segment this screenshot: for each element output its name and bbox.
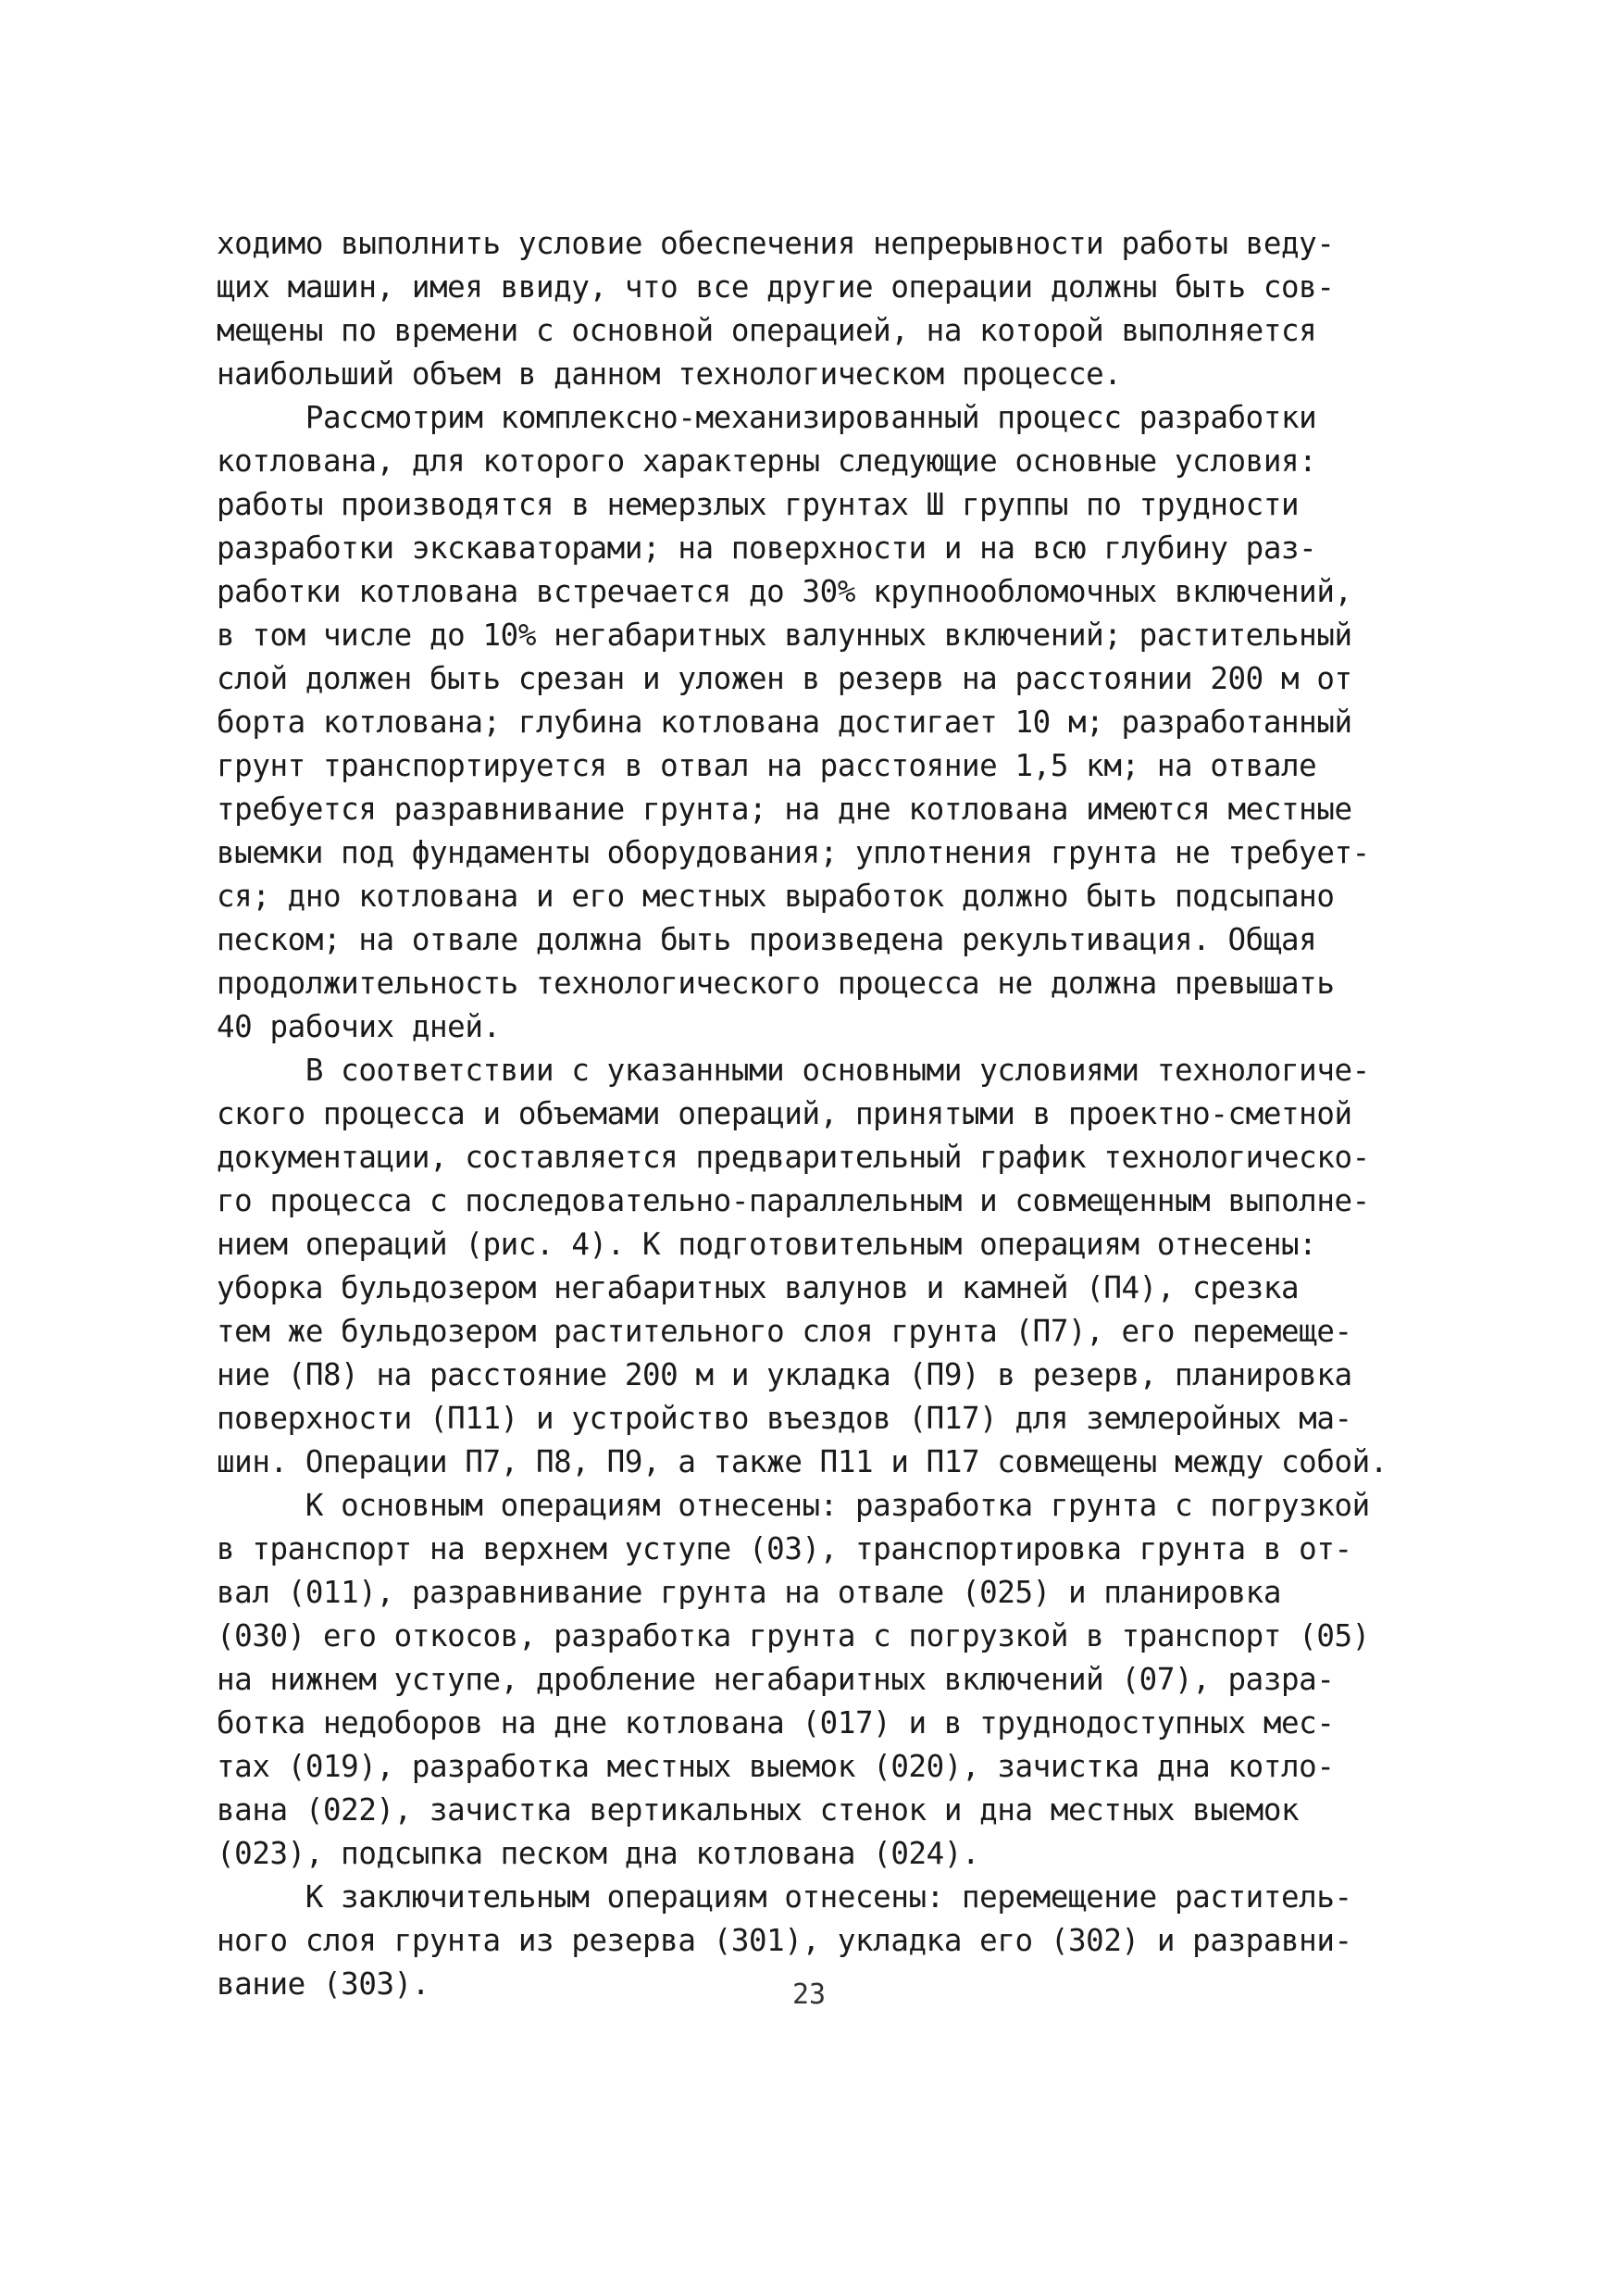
text-line: слой должен быть срезан и уложен в резерв на расстоянии 200 м от [217,661,1352,696]
text-line: на нижнем уступе, дробление негабаритных включений (07), разра- [217,1662,1335,1697]
text-line: К заключительным операциям отнесены: перемещение раститель- [217,1879,1352,1915]
text-line: (023), подсыпка песком дна котлована (024). [217,1836,980,1871]
text-line: К основным операциям отнесены: разработка грунта с погрузкой [217,1488,1370,1523]
text-line: работы производятся в немерзлых грунтах Ш группы по трудности [217,487,1300,522]
text-line: 40 рабочих дней. [217,1009,501,1044]
text-line: в транспорт на верхнем уступе (03), транспортировка грунта в от- [217,1531,1352,1566]
text-line: ного слоя грунта из резерва (301), укладка его (302) и разравни- [217,1923,1352,1958]
text-line: выемки под фундаменты оборудования; уплотнения грунта не требует- [217,835,1370,870]
text-line: шин. Операции П7, П8, П9, а также П11 и П17 совмещены между собой. [217,1444,1388,1479]
text-line: В соответствии с указанными основными условиями технологиче- [217,1053,1370,1088]
text-line: мещены по времени с основной операцией, на которой выполняется [217,313,1317,348]
text-line: щих машин, имея ввиду, что все другие операции должны быть сов- [217,269,1335,305]
text-line: в том числе до 10% негабаритных валунных включений; растительный [217,618,1352,653]
text-line: (030) его откосов, разработка грунта с погрузкой в транспорт (05) [217,1618,1370,1653]
text-line: разработки экскаваторами; на поверхности и на всю глубину раз- [217,530,1317,566]
body-text [217,222,1401,2006]
text-line: поверхности (П11) и устройство въездов (П17) для землеройных ма- [217,1401,1352,1436]
text-line: ского процесса и объемами операций, принятыми в проектно-сметной [217,1096,1352,1131]
text-line: вана (022), зачистка вертикальных стенок и дна местных выемок [217,1792,1300,1828]
text-line: тем же бульдозером растительного слоя грунта (П7), его перемеще- [217,1314,1352,1349]
text-line: котлована, для которого характерны следующие основные условия: [217,443,1317,479]
text-line: ние (П8) на расстояние 200 м и укладка (П9) в резерв, планировка [217,1357,1352,1392]
text-line: нием операций (рис. 4). К подготовительным операциям отнесены: [217,1227,1317,1262]
text-line: ходимо выполнить условие обеспечения непрерывности работы веду- [217,226,1335,261]
text-line: вал (011), разравнивание грунта на отвале (025) и планировка [217,1575,1281,1610]
text-line: вание (303). [217,1966,429,2002]
text-line: требуется разравнивание грунта; на дне котлована имеются местные [217,792,1352,827]
text-line: тах (019), разработка местных выемок (020), зачистка дна котло- [217,1749,1335,1784]
text-line: ботка недоборов на дне котлована (017) и в труднодоступных мес- [217,1705,1335,1741]
text-line: уборка бульдозером негабаритных валунов и камней (П4), срезка [217,1270,1300,1305]
text-line: работки котлована встречается до 30% крупнообломочных включений, [217,574,1352,609]
text-line: грунт транспортируется в отвал на расстояние 1,5 км; на отвале [217,748,1317,783]
text-line: борта котлована; глубина котлована достигает 10 м; разработанный [217,705,1352,740]
text-line: ся; дно котлована и его местных выработок должно быть подсыпано [217,879,1335,914]
text-line: документации, составляется предварительный график технологическо- [217,1140,1370,1175]
text-line: наибольший объем в данном технологическом процессе. [217,356,1122,392]
text-line: го процесса с последовательно-параллельным и совмещенным выполне- [217,1183,1370,1218]
page-number: 23 [791,1978,827,2011]
text-line: Рассмотрим комплексно-механизированный процесс разработки [217,400,1317,435]
text-line: продолжительность технологического процесса не должна превышать [217,966,1335,1001]
text-line: песком; на отвале должна быть произведена рекультивация. Общая [217,922,1317,957]
